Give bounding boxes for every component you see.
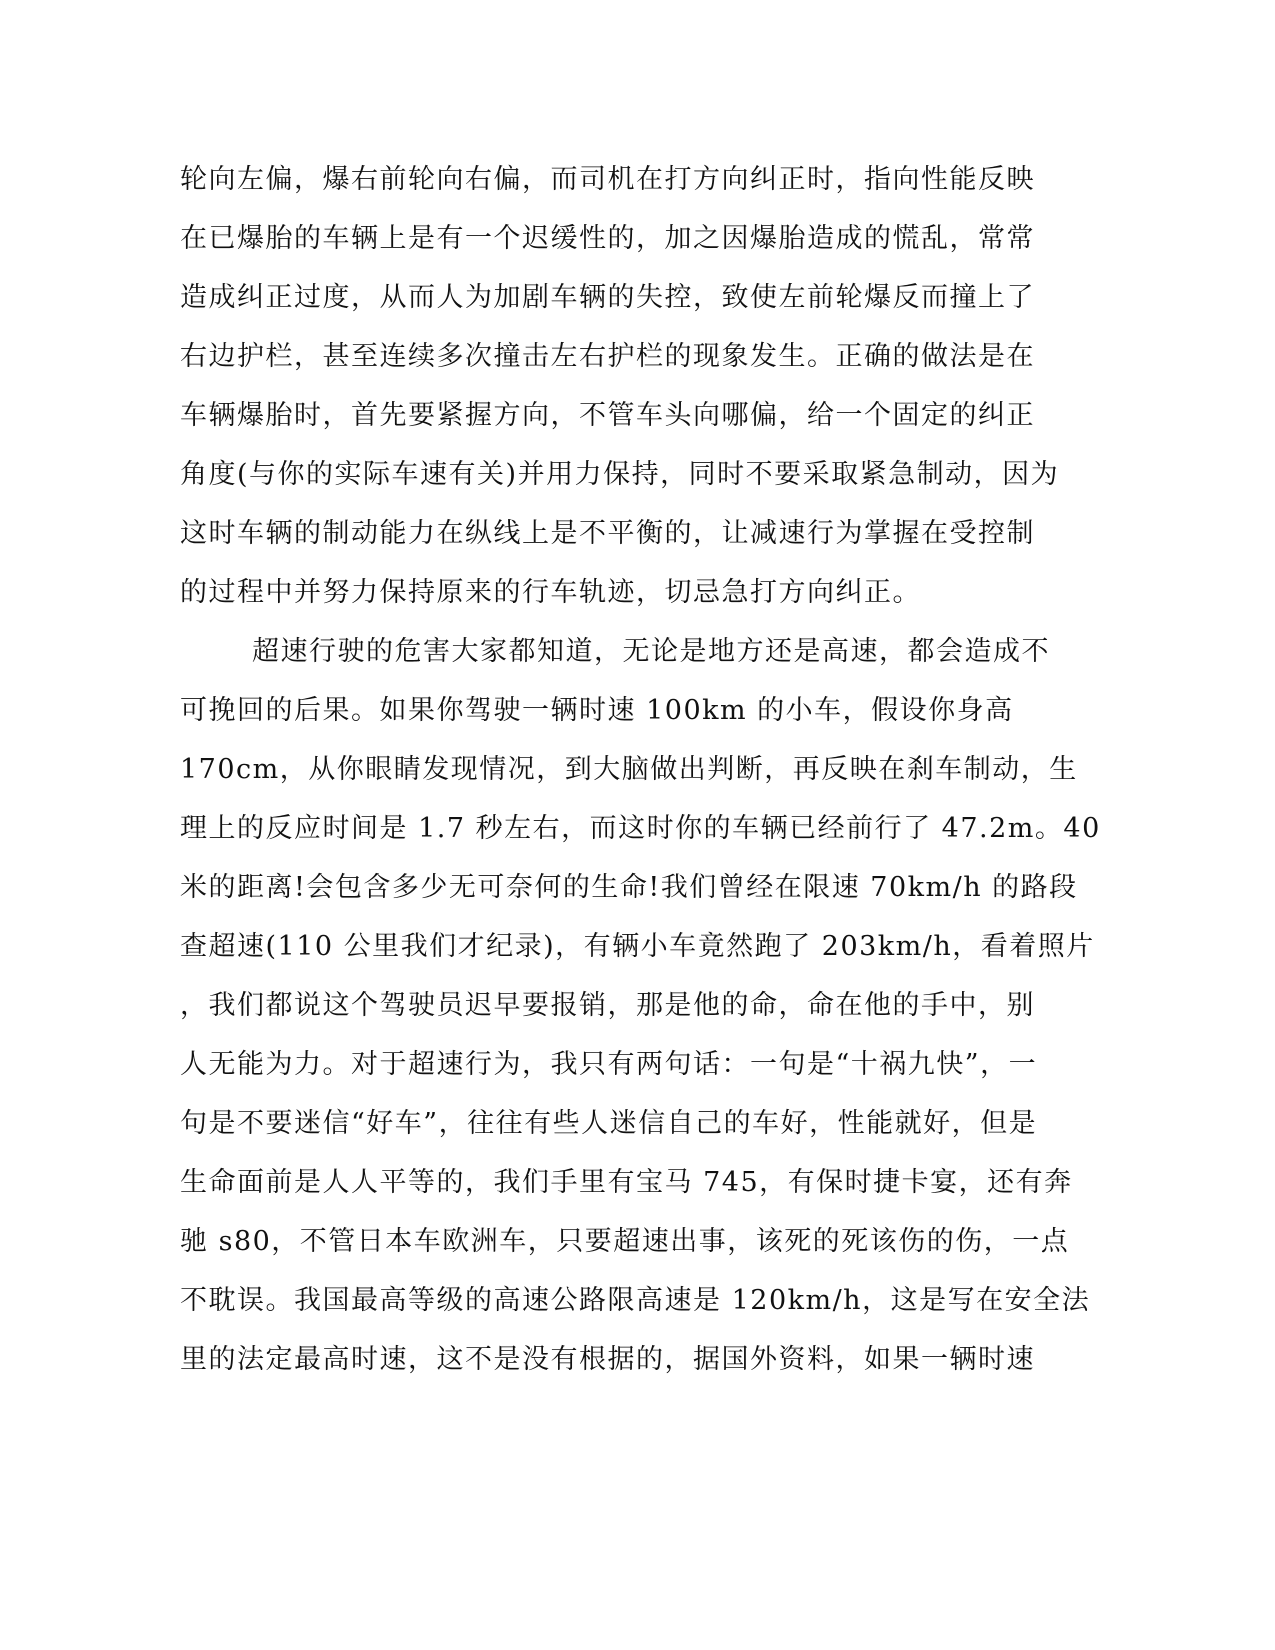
- text-line: 理上的反应时间是 1.7 秒左右，而这时你的车辆已经前行了 47.2m。40: [180, 813, 1101, 844]
- text-line: 造成纠正过度，从而人为加剧车辆的失控，致使左前轮爆反而撞上了: [180, 282, 1035, 313]
- text-line: 可挽回的后果。如果你驾驶一辆时速 100km 的小车，假设你身高: [180, 695, 1014, 726]
- text-line: 查超速(110 公里我们才纪录)，有辆小车竟然跑了 203km/h，看着照片: [180, 931, 1095, 962]
- text-line: 句是不要迷信“好车”，往往有些人迷信自己的车好，性能就好，但是: [180, 1108, 1038, 1139]
- text-line: 角度(与你的实际车速有关)并用力保持，同时不要采取紧急制动，因为: [180, 459, 1060, 490]
- text-line: 车辆爆胎时，首先要紧握方向，不管车头向哪偏，给一个固定的纠正: [180, 400, 1035, 431]
- text-line: 米的距离!会包含多少无可奈何的生命!我们曾经在限速 70km/h 的路段: [180, 872, 1078, 903]
- text-line: ，我们都说这个驾驶员迟早要报销，那是他的命，命在他的手中，别: [180, 990, 1035, 1021]
- paragraph-start-line: 超速行驶的危害大家都知道，无论是地方还是高速，都会造成不: [252, 636, 1050, 667]
- text-line: 的过程中并努力保持原来的行车轨迹，切忌急打方向纠正。: [180, 577, 921, 608]
- body-text: [180, 150, 1101, 1389]
- text-line: 不耽误。我国最高等级的高速公路限高速是 120km/h，这是写在安全法: [180, 1285, 1091, 1316]
- text-line: 生命面前是人人平等的，我们手里有宝马 745，有保时捷卡宴，还有奔: [180, 1167, 1073, 1198]
- text-line: 这时车辆的制动能力在纵线上是不平衡的，让减速行为掌握在受控制: [180, 518, 1035, 549]
- text-line: 在已爆胎的车辆上是有一个迟缓性的，加之因爆胎造成的慌乱，常常: [180, 223, 1035, 254]
- text-line: 右边护栏，甚至连续多次撞击左右护栏的现象发生。正确的做法是在: [180, 341, 1035, 372]
- text-line: 驰 s80，不管日本车欧洲车，只要超速出事，该死的死该伤的伤，一点: [180, 1226, 1070, 1257]
- text-line: 170cm，从你眼睛发现情况，到大脑做出判断，再反映在刹车制动，生: [180, 754, 1078, 785]
- text-line: 里的法定最高时速，这不是没有根据的，据国外资料，如果一辆时速: [180, 1344, 1035, 1375]
- text-line: 轮向左偏，爆右前轮向右偏，而司机在打方向纠正时，指向性能反映: [180, 164, 1035, 195]
- text-line: 人无能为力。对于超速行为，我只有两句话：一句是“十祸九快”，一: [180, 1049, 1038, 1080]
